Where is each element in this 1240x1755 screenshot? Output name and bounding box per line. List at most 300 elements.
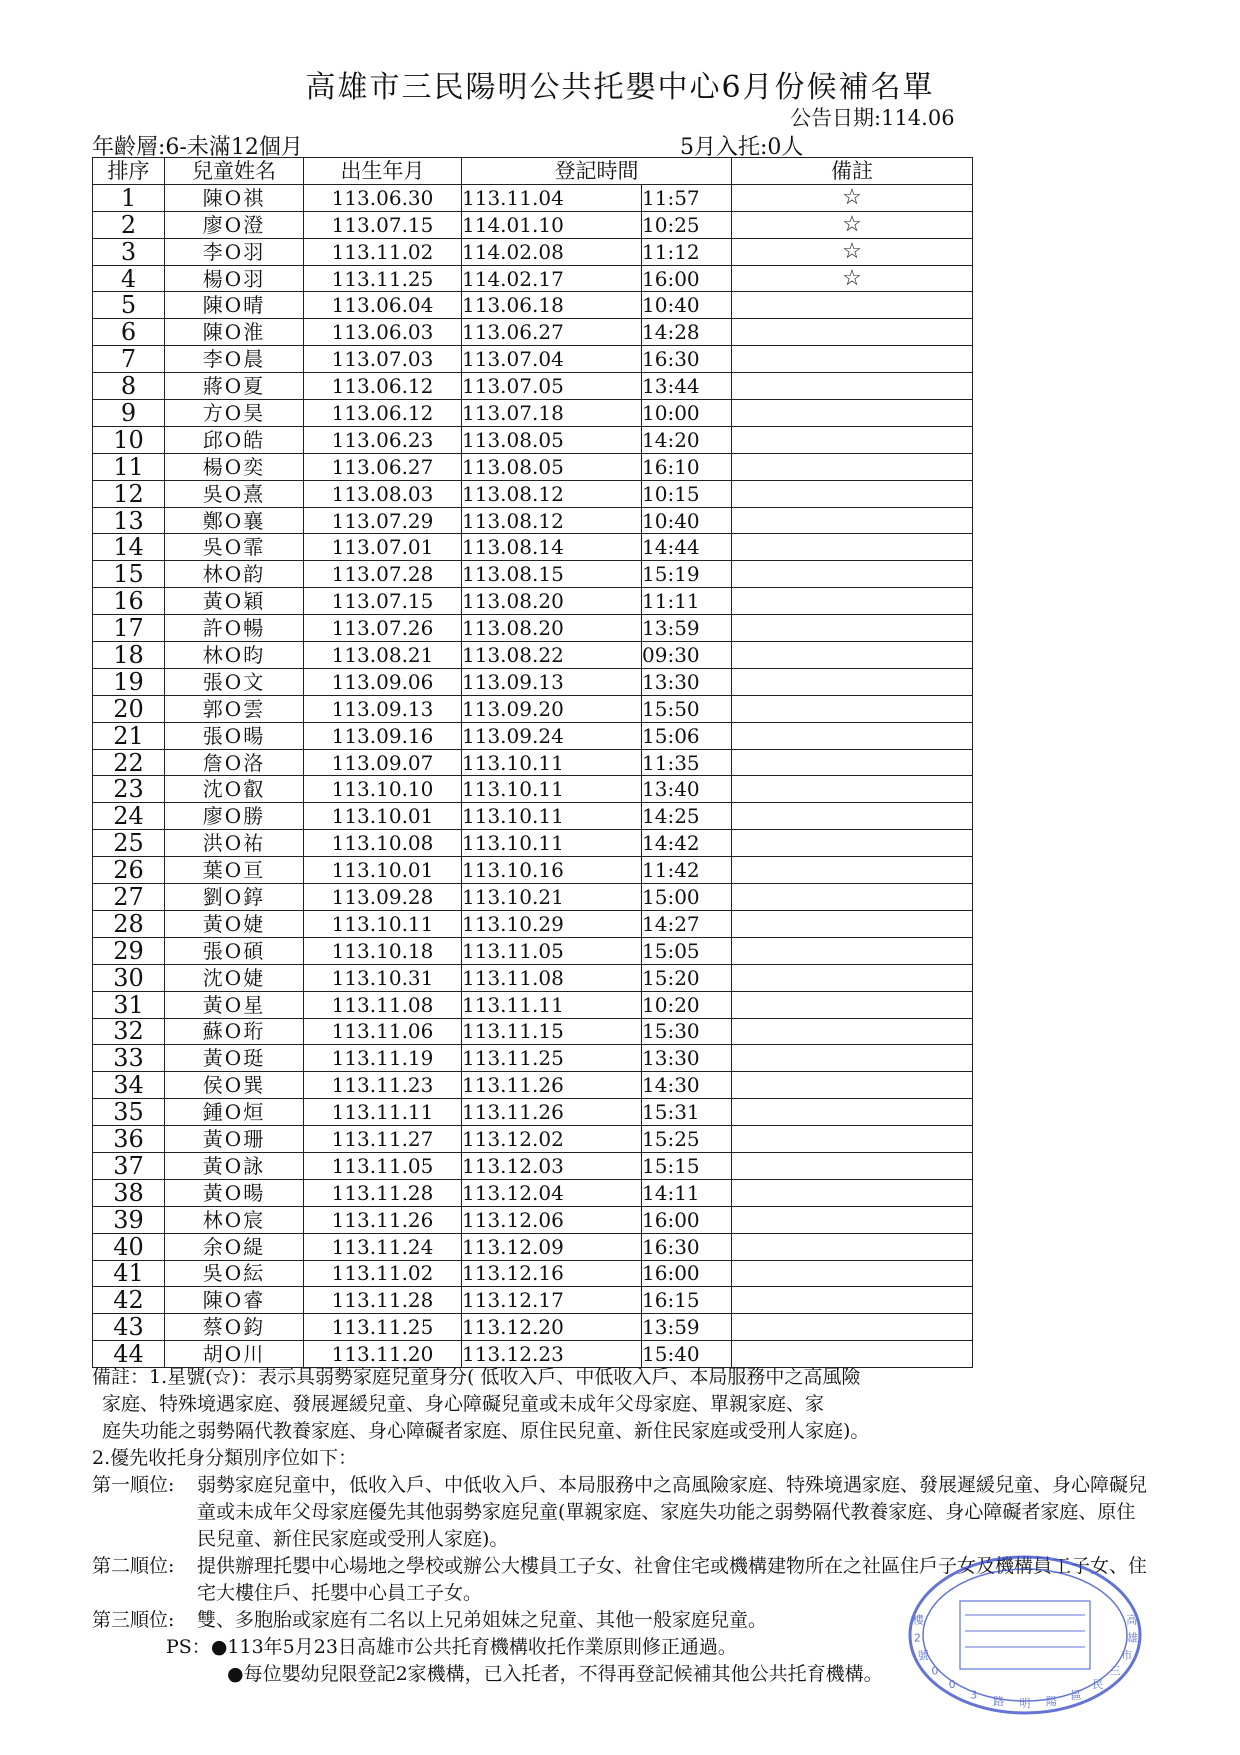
registered-date: 113.08.15 — [462, 561, 642, 588]
row-no: 32 — [93, 1018, 165, 1045]
registered-date: 113.06.18 — [462, 292, 642, 319]
birth-date: 113.11.24 — [304, 1233, 462, 1260]
registered-time: 14:25 — [642, 803, 732, 830]
registered-time: 15:05 — [642, 937, 732, 964]
row-note — [732, 1260, 973, 1287]
registered-date: 113.11.04 — [462, 184, 642, 211]
registered-time: 10:20 — [642, 991, 732, 1018]
row-note — [732, 292, 973, 319]
registered-time: 10:40 — [642, 292, 732, 319]
table-row — [93, 238, 973, 265]
birth-date: 113.07.03 — [304, 346, 462, 373]
row-note — [732, 803, 973, 830]
child-name: 陳O淮 — [165, 319, 304, 346]
birth-date: 113.11.19 — [304, 1045, 462, 1072]
table-row — [93, 507, 973, 534]
row-no: 42 — [93, 1287, 165, 1314]
table-row — [93, 1152, 973, 1179]
waitlist-table — [92, 157, 973, 1368]
birth-date: 113.07.28 — [304, 561, 462, 588]
table-row — [93, 184, 973, 211]
table-row — [93, 884, 973, 911]
child-name: 張O暘 — [165, 722, 304, 749]
birth-date: 113.11.25 — [304, 265, 462, 292]
registered-date: 113.08.12 — [462, 507, 642, 534]
registered-date: 113.08.20 — [462, 588, 642, 615]
child-name: 張O文 — [165, 668, 304, 695]
registered-date: 113.12.17 — [462, 1287, 642, 1314]
table-row — [93, 803, 973, 830]
registered-time: 16:00 — [642, 265, 732, 292]
row-note — [732, 346, 973, 373]
table-row — [93, 615, 973, 642]
registered-time: 10:25 — [642, 211, 732, 238]
row-no: 13 — [93, 507, 165, 534]
registered-date: 113.08.05 — [462, 426, 642, 453]
may-enrolled-label: 5月入托: — [680, 135, 768, 160]
svg-text:高: 高 — [1126, 1613, 1138, 1627]
row-no: 22 — [93, 749, 165, 776]
svg-text:號: 號 — [917, 1648, 929, 1662]
ps-item-1: ●113年5月23日高雄市公共托育機構收托作業原則修正通過。 — [210, 1636, 737, 1658]
birth-date: 113.06.04 — [304, 292, 462, 319]
registered-date: 113.10.29 — [462, 910, 642, 937]
registered-time: 16:00 — [642, 1260, 732, 1287]
registered-date: 113.11.05 — [462, 937, 642, 964]
table-row — [93, 534, 973, 561]
table-row — [93, 1045, 973, 1072]
table-row — [93, 1099, 973, 1126]
row-note — [732, 426, 973, 453]
birth-date: 113.10.10 — [304, 776, 462, 803]
child-name: 黃O穎 — [165, 588, 304, 615]
svg-text:民: 民 — [1092, 1678, 1104, 1692]
row-no: 7 — [93, 346, 165, 373]
header-name: 兒童姓名 — [165, 158, 304, 185]
registered-date: 113.10.16 — [462, 857, 642, 884]
birth-date: 113.07.01 — [304, 534, 462, 561]
registered-time: 13:30 — [642, 668, 732, 695]
registered-date: 113.12.02 — [462, 1126, 642, 1153]
document-title: 高雄市三民陽明公共托嬰中心6月份候補名單 — [305, 70, 935, 105]
table-row — [93, 749, 973, 776]
birth-date: 113.11.02 — [304, 1260, 462, 1287]
child-name: 鍾O烜 — [165, 1099, 304, 1126]
header-birth: 出生年月 — [304, 158, 462, 185]
row-note — [732, 1287, 973, 1314]
header-note: 備註 — [732, 158, 973, 185]
priority-2-label: 第二順位: — [92, 1555, 175, 1577]
child-name: 邱O皓 — [165, 426, 304, 453]
registered-time: 14:20 — [642, 426, 732, 453]
registered-time: 09:30 — [642, 642, 732, 669]
birth-date: 113.11.11 — [304, 1099, 462, 1126]
row-note — [732, 991, 973, 1018]
row-note: ☆ — [732, 265, 973, 292]
publish-date-label: 公告日期: — [790, 106, 882, 130]
row-no: 18 — [93, 642, 165, 669]
row-note — [732, 776, 973, 803]
registered-date: 113.11.25 — [462, 1045, 642, 1072]
registered-date: 114.02.17 — [462, 265, 642, 292]
registered-time: 14:27 — [642, 910, 732, 937]
table-row — [93, 937, 973, 964]
birth-date: 113.06.03 — [304, 319, 462, 346]
birth-date: 113.11.05 — [304, 1152, 462, 1179]
registered-time: 13:59 — [642, 615, 732, 642]
registered-date: 113.11.26 — [462, 1072, 642, 1099]
row-note — [732, 1018, 973, 1045]
row-no: 4 — [93, 265, 165, 292]
priority-1-label: 第一順位: — [92, 1474, 175, 1496]
child-name: 黃O詠 — [165, 1152, 304, 1179]
child-name: 鄭O襄 — [165, 507, 304, 534]
table-row — [93, 668, 973, 695]
registered-date: 113.11.08 — [462, 964, 642, 991]
table-row — [93, 1018, 973, 1045]
priority-1 — [92, 1472, 1152, 1553]
row-no: 9 — [93, 400, 165, 427]
birth-date: 113.06.27 — [304, 453, 462, 480]
registered-date: 113.08.12 — [462, 480, 642, 507]
row-note — [732, 830, 973, 857]
row-note — [732, 884, 973, 911]
note-line-3: 庭失功能之弱勢隔代教養家庭、身心障礙者家庭、原住民兒童、新住民家庭或受刑人家庭)。 — [102, 1420, 870, 1442]
birth-date: 113.11.20 — [304, 1341, 462, 1368]
table-row — [93, 857, 973, 884]
registered-time: 15:15 — [642, 1152, 732, 1179]
row-no: 39 — [93, 1206, 165, 1233]
row-no: 21 — [93, 722, 165, 749]
registered-date: 113.11.11 — [462, 991, 642, 1018]
table-row — [93, 722, 973, 749]
may-enrolled-value: 0人 — [767, 135, 804, 160]
registered-time: 15:06 — [642, 722, 732, 749]
birth-date: 113.11.08 — [304, 991, 462, 1018]
row-no: 25 — [93, 830, 165, 857]
birth-date: 113.09.06 — [304, 668, 462, 695]
table-row — [93, 830, 973, 857]
row-note: ☆ — [732, 184, 973, 211]
note-line-2: 家庭、特殊境遇家庭、發展遲緩兒童、身心障礙兒童或未成年父母家庭、單親家庭、家 — [102, 1393, 825, 1415]
table-row — [93, 400, 973, 427]
row-no: 19 — [93, 668, 165, 695]
row-note — [732, 1072, 973, 1099]
birth-date: 113.08.03 — [304, 480, 462, 507]
registered-date: 113.12.04 — [462, 1179, 642, 1206]
table-row — [93, 964, 973, 991]
row-note — [732, 857, 973, 884]
row-no: 34 — [93, 1072, 165, 1099]
child-name: 黃O暘 — [165, 1179, 304, 1206]
registered-date: 113.08.05 — [462, 453, 642, 480]
birth-date: 113.10.11 — [304, 910, 462, 937]
birth-date: 113.11.06 — [304, 1018, 462, 1045]
registered-time: 15:31 — [642, 1099, 732, 1126]
priority-3-label: 第三順位: — [92, 1609, 175, 1631]
row-no: 26 — [93, 857, 165, 884]
birth-date: 113.10.18 — [304, 937, 462, 964]
row-no: 16 — [93, 588, 165, 615]
registered-time: 11:42 — [642, 857, 732, 884]
child-name: 蘇O珩 — [165, 1018, 304, 1045]
child-name: 李O羽 — [165, 238, 304, 265]
row-no: 28 — [93, 910, 165, 937]
birth-date: 113.06.23 — [304, 426, 462, 453]
table-row — [93, 588, 973, 615]
birth-date: 113.08.21 — [304, 642, 462, 669]
row-note — [732, 937, 973, 964]
row-no: 27 — [93, 884, 165, 911]
birth-date: 113.10.31 — [304, 964, 462, 991]
birth-date: 113.11.28 — [304, 1287, 462, 1314]
row-note — [732, 453, 973, 480]
row-note — [732, 507, 973, 534]
registered-date: 113.07.18 — [462, 400, 642, 427]
child-name: 蔣O夏 — [165, 373, 304, 400]
birth-date: 113.06.12 — [304, 373, 462, 400]
row-note — [732, 1179, 973, 1206]
registered-time: 11:57 — [642, 184, 732, 211]
registered-date: 113.07.04 — [462, 346, 642, 373]
row-no: 5 — [93, 292, 165, 319]
child-name: 陳O晴 — [165, 292, 304, 319]
row-no: 2 — [93, 211, 165, 238]
registered-date: 113.08.14 — [462, 534, 642, 561]
registered-time: 13:59 — [642, 1314, 732, 1341]
table-row — [93, 695, 973, 722]
registered-time: 15:50 — [642, 695, 732, 722]
birth-date: 113.11.23 — [304, 1072, 462, 1099]
registered-time: 11:12 — [642, 238, 732, 265]
registered-date: 113.12.06 — [462, 1206, 642, 1233]
age-group-label: 年齡層: — [92, 135, 166, 160]
row-note — [732, 695, 973, 722]
registered-date: 113.08.20 — [462, 615, 642, 642]
child-name: 吳O熹 — [165, 480, 304, 507]
birth-date: 113.10.01 — [304, 803, 462, 830]
row-no: 17 — [93, 615, 165, 642]
row-note — [732, 1045, 973, 1072]
svg-text:雄: 雄 — [1127, 1631, 1139, 1645]
table-row — [93, 910, 973, 937]
registered-date: 113.07.05 — [462, 373, 642, 400]
row-no: 29 — [93, 937, 165, 964]
row-no: 41 — [93, 1260, 165, 1287]
row-no: 44 — [93, 1341, 165, 1368]
child-name: 陳O睿 — [165, 1287, 304, 1314]
birth-date: 113.09.16 — [304, 722, 462, 749]
row-no: 43 — [93, 1314, 165, 1341]
child-name: 蔡O鈞 — [165, 1314, 304, 1341]
ps-label: PS： — [166, 1636, 211, 1658]
table-row — [93, 211, 973, 238]
child-name: 沈O叡 — [165, 776, 304, 803]
row-note — [732, 1099, 973, 1126]
birth-date: 113.10.01 — [304, 857, 462, 884]
age-group-value: 6-未滿12個月 — [165, 135, 303, 160]
registered-time: 13:44 — [642, 373, 732, 400]
row-note — [732, 319, 973, 346]
row-no: 3 — [93, 238, 165, 265]
row-no: 23 — [93, 776, 165, 803]
row-note — [732, 910, 973, 937]
child-name: 廖O勝 — [165, 803, 304, 830]
registered-date: 114.01.10 — [462, 211, 642, 238]
child-name: 郭O雲 — [165, 695, 304, 722]
row-no: 6 — [93, 319, 165, 346]
child-name: 黃O珽 — [165, 1045, 304, 1072]
row-note — [732, 964, 973, 991]
birth-date: 113.06.30 — [304, 184, 462, 211]
birth-date: 113.07.26 — [304, 615, 462, 642]
table-row — [93, 1314, 973, 1341]
row-no: 1 — [93, 184, 165, 211]
row-no: 8 — [93, 373, 165, 400]
ps-item-2: ●每位嬰幼兒限登記2家機構，已入托者，不得再登記候補其他公共托育機構。 — [227, 1663, 883, 1685]
row-no: 15 — [93, 561, 165, 588]
svg-text:區: 區 — [1070, 1688, 1082, 1702]
registered-time: 14:42 — [642, 830, 732, 857]
row-note — [732, 1233, 973, 1260]
table-row — [93, 1179, 973, 1206]
registered-time: 15:40 — [642, 1341, 732, 1368]
table-header-row — [93, 158, 973, 185]
row-note: ☆ — [732, 238, 973, 265]
birth-date: 113.10.08 — [304, 830, 462, 857]
priority-1-text: 弱勢家庭兒童中，低收入戶、中低收入戶、本局服務中之高風險家庭、特殊境遇家庭、發展遲緩兒童、身心障礙兒童或未成年父母家庭優先其他弱勢家庭兒童(單親家庭、家庭失功能之弱勢隔代教養家庭、身心障礙者家庭、原住民兒童、新住民家庭或受刑人家庭)。 — [197, 1474, 1148, 1550]
child-name: 余O緹 — [165, 1233, 304, 1260]
registered-time: 16:15 — [642, 1287, 732, 1314]
official-stamp — [905, 1553, 1145, 1718]
child-name: 楊O羽 — [165, 265, 304, 292]
registered-time: 16:30 — [642, 346, 732, 373]
birth-date: 113.11.28 — [304, 1179, 462, 1206]
birth-date: 113.11.25 — [304, 1314, 462, 1341]
svg-text:0: 0 — [931, 1664, 939, 1678]
svg-text:陽: 陽 — [1045, 1694, 1057, 1708]
child-name: 洪O祐 — [165, 830, 304, 857]
child-name: 林O昀 — [165, 642, 304, 669]
registered-time: 10:15 — [642, 480, 732, 507]
row-no: 30 — [93, 964, 165, 991]
table-row — [93, 1126, 973, 1153]
registered-time: 13:30 — [642, 1045, 732, 1072]
row-no: 40 — [93, 1233, 165, 1260]
row-note — [732, 561, 973, 588]
registered-time: 15:25 — [642, 1126, 732, 1153]
row-no: 36 — [93, 1126, 165, 1153]
child-name: 詹O洛 — [165, 749, 304, 776]
registered-date: 113.08.22 — [462, 642, 642, 669]
row-note — [732, 642, 973, 669]
birth-date: 113.11.27 — [304, 1126, 462, 1153]
registered-date: 113.10.11 — [462, 776, 642, 803]
registered-date: 113.12.16 — [462, 1260, 642, 1287]
row-note — [732, 749, 973, 776]
svg-text:三: 三 — [1109, 1664, 1121, 1678]
child-name: 李O晨 — [165, 346, 304, 373]
registered-time: 11:35 — [642, 749, 732, 776]
child-name: 胡O川 — [165, 1341, 304, 1368]
birth-date: 113.07.29 — [304, 507, 462, 534]
header-no: 排序 — [93, 158, 165, 185]
table-row — [93, 480, 973, 507]
svg-text:2: 2 — [913, 1631, 921, 1645]
table-row — [93, 1260, 973, 1287]
row-note — [732, 480, 973, 507]
svg-text:3: 3 — [970, 1688, 978, 1702]
table-row — [93, 642, 973, 669]
registered-time: 14:11 — [642, 1179, 732, 1206]
child-name: 黃O珊 — [165, 1126, 304, 1153]
row-note — [732, 588, 973, 615]
child-name: 黃O星 — [165, 991, 304, 1018]
registered-time: 15:20 — [642, 964, 732, 991]
row-note — [732, 373, 973, 400]
row-note — [732, 722, 973, 749]
registered-time: 14:28 — [642, 319, 732, 346]
publish-date — [790, 102, 955, 132]
row-no: 38 — [93, 1179, 165, 1206]
row-note — [732, 1314, 973, 1341]
child-name: 吳O紜 — [165, 1260, 304, 1287]
registered-time: 16:00 — [642, 1206, 732, 1233]
registered-time: 16:10 — [642, 453, 732, 480]
priority-3-text: 雙、多胞胎或家庭有二名以上兄弟姐妹之兒童、其他一般家庭兒童。 — [197, 1609, 768, 1631]
row-no: 20 — [93, 695, 165, 722]
publish-date-value: 114.06 — [881, 106, 955, 130]
svg-text:0: 0 — [948, 1678, 956, 1692]
registered-date: 113.09.20 — [462, 695, 642, 722]
birth-date: 113.11.26 — [304, 1206, 462, 1233]
table-body — [93, 184, 973, 1367]
registered-date: 113.11.15 — [462, 1018, 642, 1045]
registered-date: 113.10.11 — [462, 803, 642, 830]
registered-time: 10:40 — [642, 507, 732, 534]
row-no: 10 — [93, 426, 165, 453]
registered-date: 113.12.09 — [462, 1233, 642, 1260]
row-note — [732, 615, 973, 642]
row-note — [732, 534, 973, 561]
svg-text:樓: 樓 — [912, 1613, 924, 1627]
child-name: 吳O霏 — [165, 534, 304, 561]
child-name: 沈O婕 — [165, 964, 304, 991]
child-name: 廖O澄 — [165, 211, 304, 238]
registered-date: 113.09.13 — [462, 668, 642, 695]
registered-time: 10:00 — [642, 400, 732, 427]
note-line-1: 備註：1.星號(☆)：表示具弱勢家庭兒童身分( 低收入戶、中低收入戶、本局服務中之高風險 — [92, 1366, 861, 1388]
table-row — [93, 373, 973, 400]
registered-time: 14:30 — [642, 1072, 732, 1099]
registered-time: 13:40 — [642, 776, 732, 803]
table-row — [93, 1233, 973, 1260]
birth-date: 113.09.13 — [304, 695, 462, 722]
registered-time: 16:30 — [642, 1233, 732, 1260]
registered-time: 15:00 — [642, 884, 732, 911]
child-name: 侯O巽 — [165, 1072, 304, 1099]
registered-date: 114.02.08 — [462, 238, 642, 265]
table-row — [93, 991, 973, 1018]
registered-time: 15:19 — [642, 561, 732, 588]
row-no: 11 — [93, 453, 165, 480]
birth-date: 113.09.07 — [304, 749, 462, 776]
registered-date: 113.12.03 — [462, 1152, 642, 1179]
birth-date: 113.06.12 — [304, 400, 462, 427]
registered-time: 14:44 — [642, 534, 732, 561]
registered-time: 15:30 — [642, 1018, 732, 1045]
table-row — [93, 346, 973, 373]
